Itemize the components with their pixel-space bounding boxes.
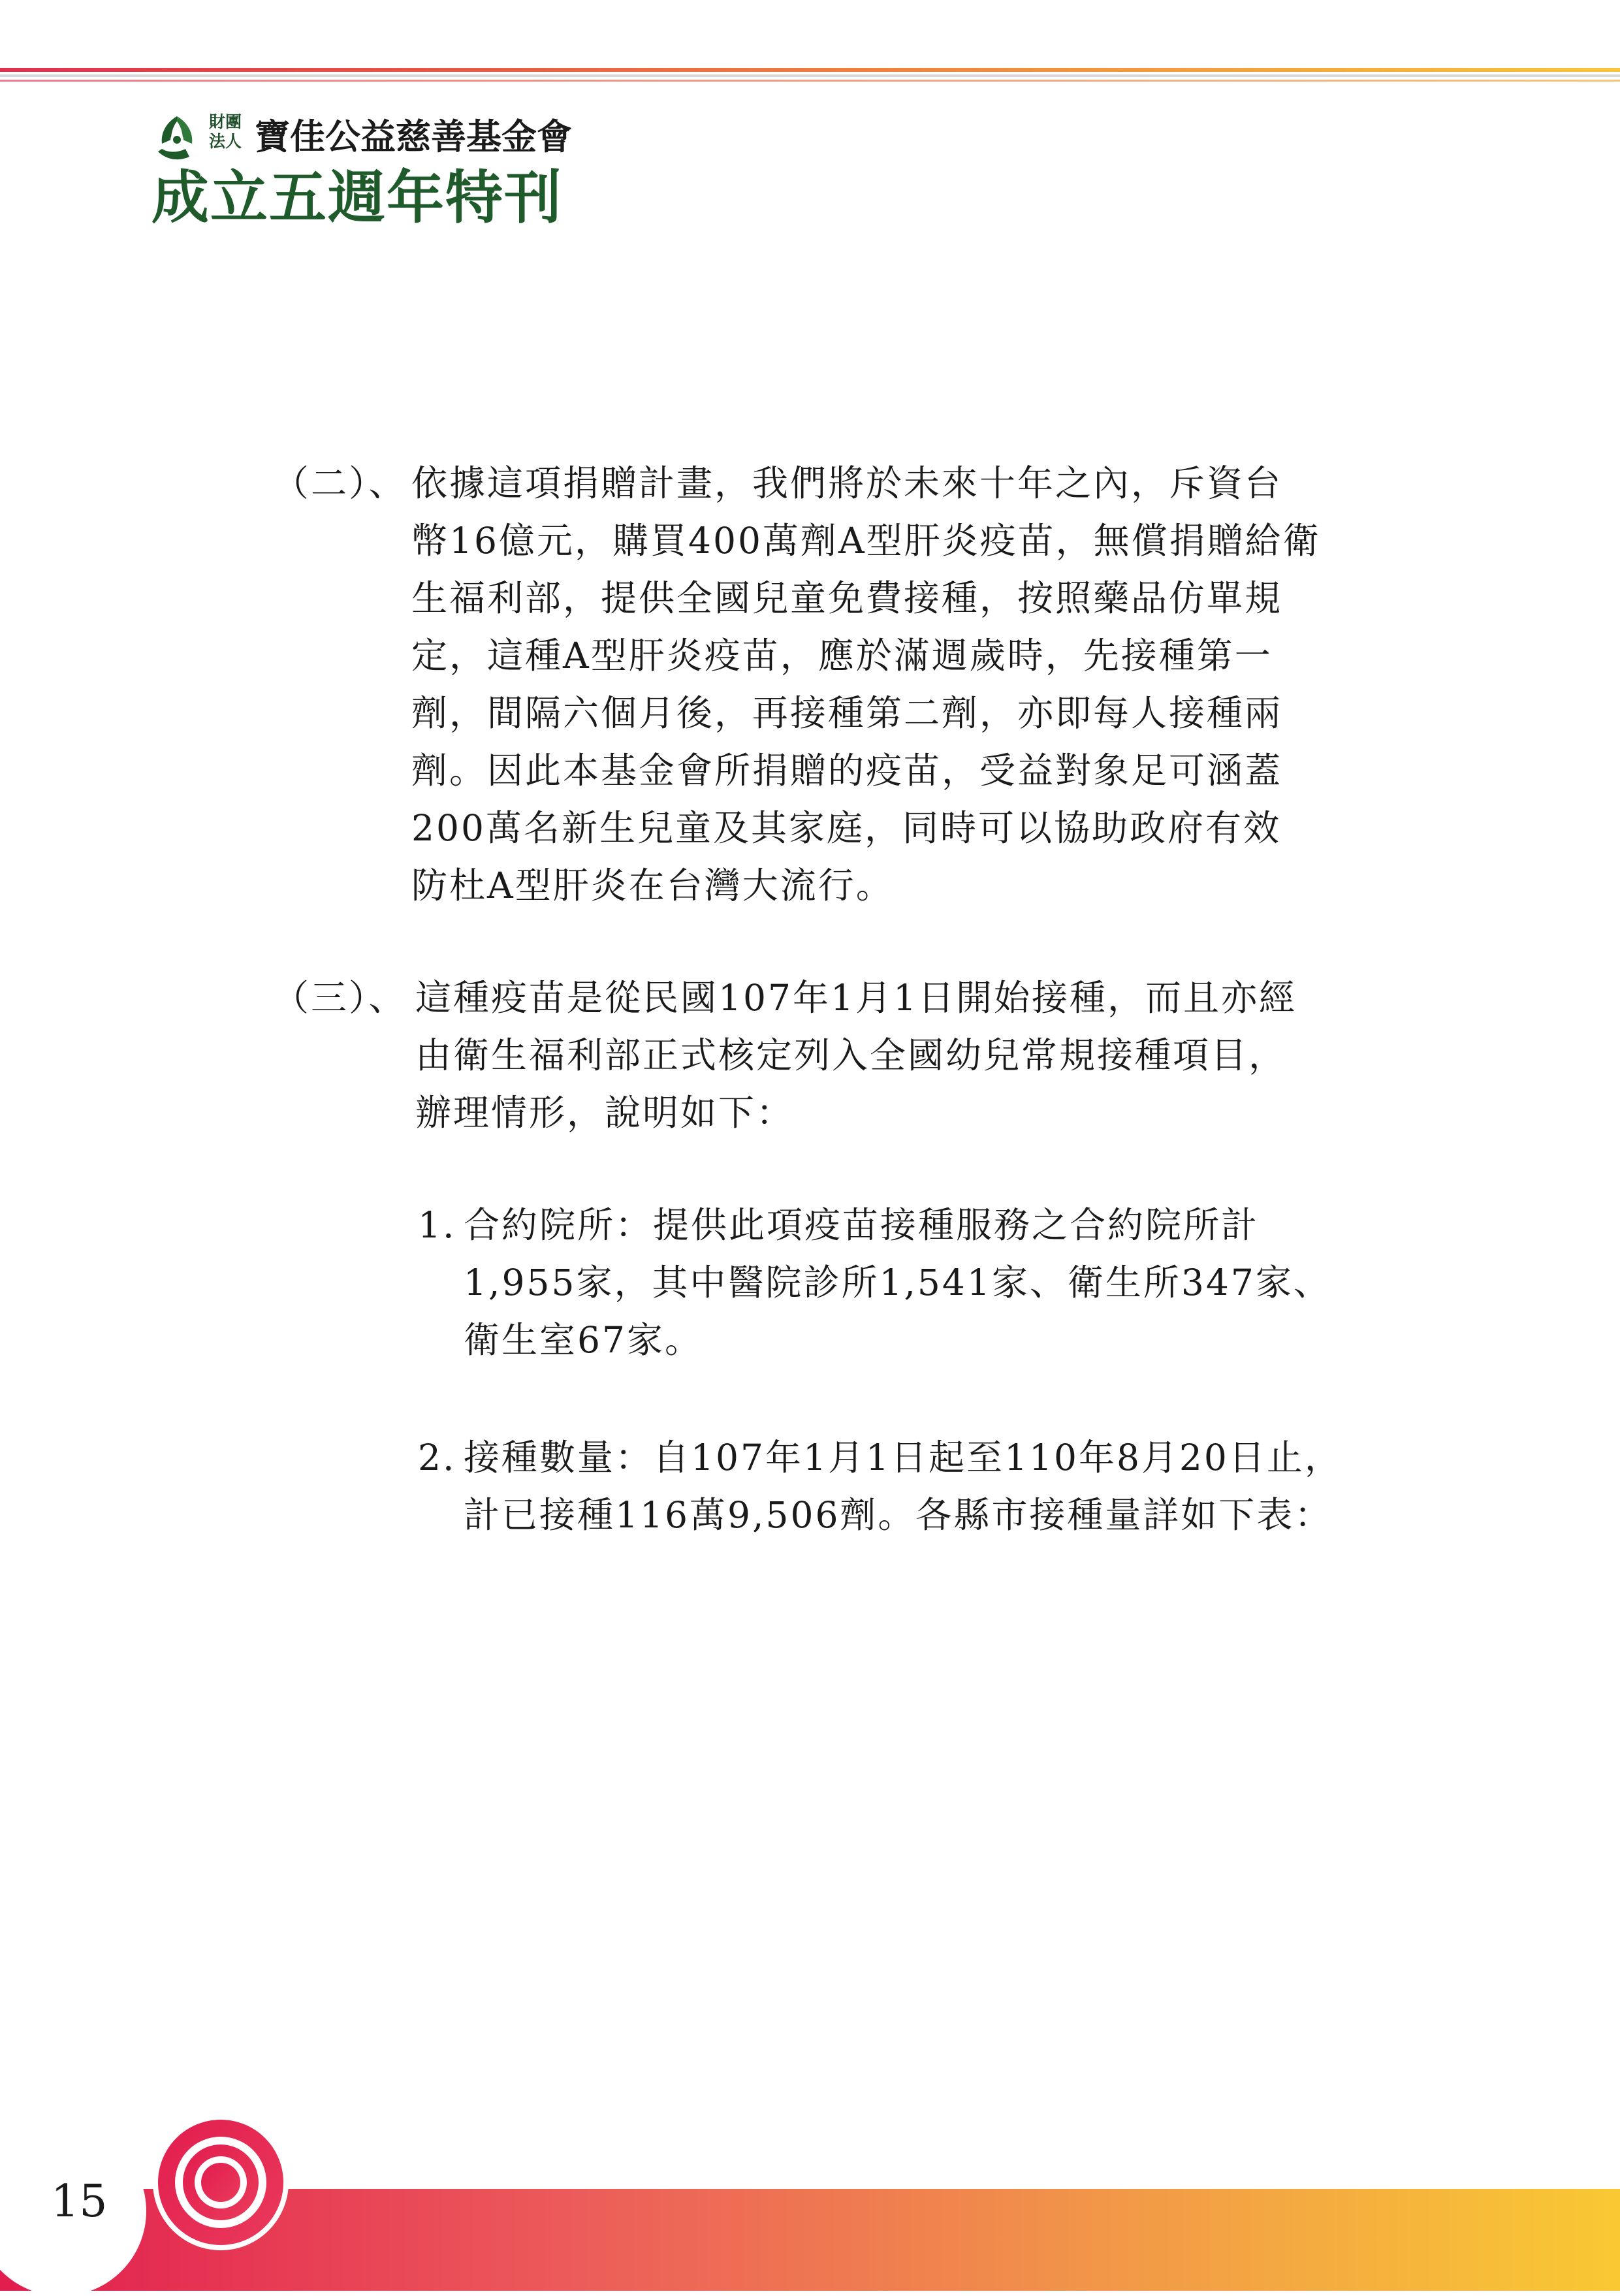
item-label: 2.	[418, 1437, 456, 1478]
paragraph-line: 生福利部，提供全國兒童免費接種，按照藥品仿單規	[411, 577, 1283, 619]
paragraph-line: 200萬名新生兒童及其家庭，同時可以協助政府有效	[411, 807, 1281, 849]
org-prefix: 財團法人	[209, 112, 242, 151]
list-item-line: 計已接種116萬9,506劑。各縣市接種量詳如下表：	[464, 1494, 1333, 1536]
paragraph-line: 由衛生福利部正式核定列入全國幼兒常規接種項目，	[415, 1034, 1287, 1076]
top-rule-gradient	[0, 68, 1620, 72]
top-rule-thin	[0, 80, 1620, 82]
page-number: 15	[51, 2176, 108, 2227]
org-name: 寶佳公益慈善基金會	[255, 116, 572, 157]
list-item-line: 合約院所：提供此項疫苗接種服務之合約院所計	[464, 1204, 1260, 1246]
header	[151, 110, 609, 234]
publication-title: 成立五週年特刊	[151, 163, 564, 231]
paragraph-line: 幣16億元，購買400萬劑A型肝炎疫苗，無償捐贈給衛	[411, 520, 1321, 562]
paragraph-line: 劑，間隔六個月後，再接種第二劑，亦即每人接種兩	[411, 692, 1283, 734]
foundation-logo-icon	[151, 114, 202, 165]
item-label: 1.	[418, 1204, 456, 1246]
list-item-line: 1,955家，其中醫院診所1,541家、衛生所347家、	[464, 1262, 1331, 1303]
top-rule-gray	[0, 74, 1620, 77]
paragraph-line: 依據這項捐贈計畫，我們將於未來十年之內，斥資台	[411, 462, 1283, 504]
paragraph-line: 辦理情形，說明如下：	[415, 1092, 795, 1134]
target-circle-icon	[151, 2113, 290, 2252]
paragraph-line: 防杜A型肝炎在台灣大流行。	[411, 865, 894, 906]
section-label: （三）、	[273, 977, 407, 1019]
list-item-line: 接種數量：自107年1月1日起至110年8月20日止，	[464, 1437, 1342, 1478]
paragraph-line: 這種疫苗是從民國107年1月1日開始接種，而且亦經	[415, 977, 1297, 1019]
paragraph-line: 劑。因此本基金會所捐贈的疫苗，受益對象足可涵蓋	[411, 750, 1283, 791]
section-label: （二）、	[273, 462, 407, 504]
paragraph-line: 定，這種A型肝炎疫苗，應於滿週歲時，先接種第一	[411, 635, 1273, 677]
list-item-line: 衛生室67家。	[464, 1319, 703, 1361]
